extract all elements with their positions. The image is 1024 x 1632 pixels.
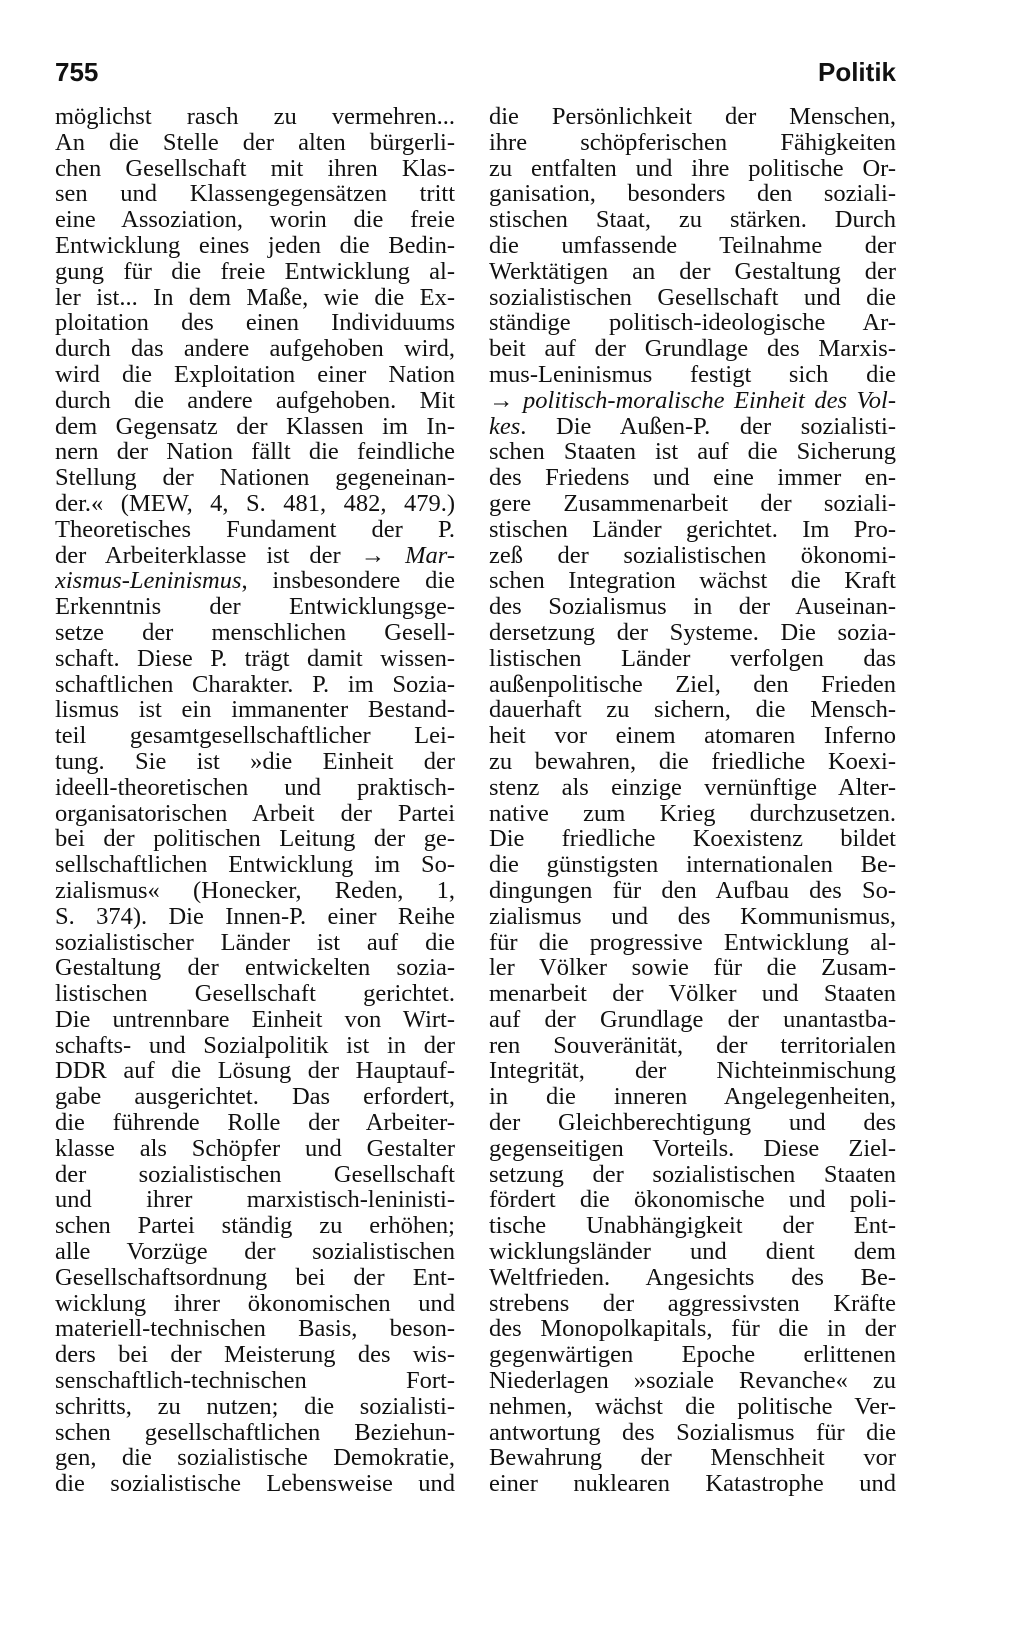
text-line: tische Unabhängigkeit der Ent- bbox=[489, 1213, 896, 1240]
text-line: die sozialistische Lebensweise und bbox=[55, 1471, 455, 1498]
text-line: sen und Klassengegensätzen tritt bbox=[55, 181, 455, 208]
text-line: dingungen für den Aufbau des So- bbox=[489, 877, 896, 904]
text-line: klasse als Schöpfer und Gestalter bbox=[55, 1135, 455, 1162]
text-line: nern der Nation fällt die feindliche bbox=[55, 439, 455, 466]
text-line: materiell-technischen Basis, beson- bbox=[55, 1316, 455, 1343]
text-line: möglichst rasch zu vermehren... bbox=[55, 104, 455, 130]
text-line: dem Gegensatz der Klassen im In- bbox=[55, 413, 455, 440]
text-line: beit auf der Grundlage des Marxis- bbox=[489, 336, 896, 362]
text-line: senschaftlich-technischen Fort- bbox=[55, 1368, 455, 1394]
text-line: durch die andere aufgehoben. Mit bbox=[55, 387, 455, 414]
text-line: ideell-theoretischen und praktisch- bbox=[55, 774, 455, 801]
text-line: für die progressive Entwicklung al- bbox=[489, 929, 896, 956]
text-line: außenpolitische Ziel, den Frieden bbox=[489, 671, 896, 698]
text-line: Weltfrieden. Angesichts des Be- bbox=[489, 1264, 896, 1291]
text-line: alle Vorzüge der sozialistischen bbox=[55, 1239, 455, 1265]
running-head: Politik bbox=[817, 57, 896, 87]
text-line: sellschaftlichen Entwicklung im So- bbox=[55, 852, 455, 878]
text-line: sozialistischer Länder ist auf die bbox=[55, 929, 455, 956]
text-line: Die friedliche Koexistenz bildet bbox=[489, 826, 896, 853]
page-header bbox=[55, 54, 896, 90]
text-line: ren Souveränität, der territorialen bbox=[489, 1032, 896, 1059]
text-line: die Persönlichkeit der Menschen, bbox=[489, 104, 896, 130]
text-line: S. 374). Die Innen-P. einer Reihe bbox=[55, 903, 455, 930]
text-line: An die Stelle der alten bürgerli- bbox=[55, 129, 455, 156]
left-text-column bbox=[55, 104, 455, 1497]
text-line: heit vor einem atomaren Inferno bbox=[489, 723, 896, 749]
text-line: des Friedens und eine immer en- bbox=[489, 465, 896, 491]
text-line: ploitation des einen Individuums bbox=[55, 310, 455, 337]
text-line: chen Gesellschaft mit ihren Klas- bbox=[55, 155, 455, 182]
text-line: die führende Rolle der Arbeiter- bbox=[55, 1110, 455, 1136]
text-line bbox=[489, 414, 896, 440]
text-line: stenz als einzige vernünftige Alter- bbox=[489, 774, 896, 801]
text-line: nehmen, wächst die politische Ver- bbox=[489, 1393, 896, 1420]
text-line: ler ist... In dem Maße, wie die Ex- bbox=[55, 284, 455, 311]
text-line: der Gleichberechtigung und des bbox=[489, 1110, 896, 1136]
text-line: schafts- und Sozialpolitik ist in der bbox=[55, 1032, 455, 1059]
text-line: Theoretisches Fundament der P. bbox=[55, 516, 455, 543]
line-text: der Arbeiterklasse ist der → bbox=[55, 542, 406, 569]
text-line: und ihrer marxistisch-leninisti- bbox=[55, 1187, 455, 1214]
cross-reference-link[interactable]: Mar- bbox=[405, 542, 455, 569]
text-line: der.« (MEW, 4, S. 481, 482, 479.) bbox=[55, 490, 455, 517]
text-line: DDR auf die Lösung der Hauptauf- bbox=[55, 1058, 455, 1085]
text-line: gere Zusammenarbeit der soziali- bbox=[489, 490, 896, 517]
text-line: einer nuklearen Katastrophe und bbox=[489, 1471, 896, 1498]
text-line bbox=[55, 543, 455, 569]
text-line: wird die Exploitation einer Nation bbox=[55, 361, 455, 388]
right-text-column bbox=[489, 104, 896, 1497]
line-text: → bbox=[489, 387, 524, 414]
cross-reference-link[interactable]: politisch-moralische Einheit des Vol- bbox=[523, 387, 896, 414]
text-line: tung. Sie ist »die Einheit der bbox=[55, 748, 455, 775]
text-line: bei der politischen Leitung der ge- bbox=[55, 826, 455, 853]
text-line: dauerhaft zu sichern, die Mensch- bbox=[489, 697, 896, 724]
text-line: schen Integration wächst die Kraft bbox=[489, 568, 896, 595]
line-text: . Die Außen-P. der sozialisti- bbox=[520, 413, 896, 440]
text-line: stischen Länder gerichtet. Im Pro- bbox=[489, 516, 896, 543]
text-line: schen gesellschaftlichen Beziehun- bbox=[55, 1419, 455, 1446]
text-line: Entwicklung eines jeden die Bedin- bbox=[55, 232, 455, 259]
text-line: Bewahrung der Menschheit vor bbox=[489, 1445, 896, 1472]
text-line: listischen Länder verfolgen das bbox=[489, 645, 896, 672]
text-line: menarbeit der Völker und Staaten bbox=[489, 981, 896, 1007]
text-line: schen Staaten ist auf die Sicherung bbox=[489, 439, 896, 466]
text-line: ders bei der Meisterung des wis- bbox=[55, 1342, 455, 1369]
text-line: gung für die freie Entwicklung al- bbox=[55, 258, 455, 285]
text-line: Niederlagen »soziale Revanche« zu bbox=[489, 1368, 896, 1394]
text-line: lismus ist ein immanenter Bestand- bbox=[55, 697, 455, 724]
text-line: zialismus und des Kommunismus, bbox=[489, 903, 896, 930]
text-line: die günstigsten internationalen Be- bbox=[489, 852, 896, 878]
text-line: schaftlichen Charakter. P. im Sozia- bbox=[55, 671, 455, 698]
text-line: Erkenntnis der Entwicklungsge- bbox=[55, 594, 455, 620]
text-line: durch das andere aufgehoben wird, bbox=[55, 336, 455, 362]
text-line: gen, die sozialistische Demokratie, bbox=[55, 1445, 455, 1472]
text-line: zu entfalten und ihre politische Or- bbox=[489, 155, 896, 182]
text-line: schritts, zu nutzen; die sozialisti- bbox=[55, 1393, 455, 1420]
text-line: wicklungsländer und dient dem bbox=[489, 1239, 896, 1265]
text-line: Gesellschaftsordnung bei der Ent- bbox=[55, 1264, 455, 1291]
text-line bbox=[55, 568, 455, 594]
text-line: dersetzung der Systeme. Die sozia- bbox=[489, 619, 896, 646]
text-line: ihre schöpferischen Fähigkeiten bbox=[489, 129, 896, 156]
text-line: setze der menschlichen Gesell- bbox=[55, 619, 455, 646]
text-line: schaft. Diese P. trägt damit wissen- bbox=[55, 645, 455, 672]
text-line: stischen Staat, zu stärken. Durch bbox=[489, 207, 896, 233]
text-line: native zum Krieg durchzusetzen. bbox=[489, 800, 896, 827]
cross-reference-link[interactable]: xismus-Leninismus bbox=[55, 568, 242, 595]
text-line: gabe ausgerichtet. Das erfordert, bbox=[55, 1084, 455, 1111]
line-text: , insbesondere die bbox=[241, 568, 455, 595]
text-line: des Sozialismus in der Auseinan- bbox=[489, 594, 896, 620]
text-line: des Monopolkapitals, für die in der bbox=[489, 1316, 896, 1343]
text-line: zialismus« (Honecker, Reden, 1, bbox=[55, 877, 455, 904]
text-line: zeß der sozialistischen ökonomi- bbox=[489, 542, 896, 569]
text-line: mus-Leninismus festigt sich die bbox=[489, 361, 896, 388]
text-line: Integrität, der Nichteinmischung bbox=[489, 1058, 896, 1085]
text-line: antwortung des Sozialismus für die bbox=[489, 1419, 896, 1446]
text-line: ständige politisch-ideologische Ar- bbox=[489, 310, 896, 337]
text-line: fördert die ökonomische und poli- bbox=[489, 1187, 896, 1214]
text-line: Werktätigen an der Gestaltung der bbox=[489, 258, 896, 285]
text-line: organisatorischen Arbeit der Partei bbox=[55, 800, 455, 827]
text-line: schen Partei ständig zu erhöhen; bbox=[55, 1213, 455, 1240]
page-number: 755 bbox=[55, 57, 99, 87]
text-line: die umfassende Teilnahme der bbox=[489, 232, 896, 259]
cross-reference-link[interactable]: kes bbox=[489, 413, 521, 440]
text-line: Die untrennbare Einheit von Wirt- bbox=[55, 1006, 455, 1033]
text-line: der sozialistischen Gesellschaft bbox=[55, 1161, 455, 1188]
text-line: sozialistischen Gesellschaft und die bbox=[489, 284, 896, 311]
text-line: eine Assoziation, worin die freie bbox=[55, 207, 455, 233]
text-line: in die inneren Angelegenheiten, bbox=[489, 1084, 896, 1111]
text-line: wicklung ihrer ökonomischen und bbox=[55, 1290, 455, 1317]
text-line: gegenseitigen Vorteils. Diese Ziel- bbox=[489, 1135, 896, 1162]
text-line: Gestaltung der entwickelten sozia- bbox=[55, 955, 455, 982]
text-line: listischen Gesellschaft gerichtet. bbox=[55, 981, 455, 1007]
text-line: gegenwärtigen Epoche erlittenen bbox=[489, 1342, 896, 1369]
text-line: auf der Grundlage der unantastba- bbox=[489, 1006, 896, 1033]
text-line: zu bewahren, die friedliche Koexi- bbox=[489, 748, 896, 775]
text-line: Stellung der Nationen gegeneinan- bbox=[55, 465, 455, 491]
text-line: strebens der aggressivsten Kräfte bbox=[489, 1290, 896, 1317]
text-line: ganisation, besonders den soziali- bbox=[489, 181, 896, 208]
text-line: ler Völker sowie für die Zusam- bbox=[489, 955, 896, 982]
text-line: setzung der sozialistischen Staaten bbox=[489, 1161, 896, 1188]
text-line bbox=[489, 388, 896, 414]
text-line: teil gesamtgesellschaftlicher Lei- bbox=[55, 723, 455, 749]
